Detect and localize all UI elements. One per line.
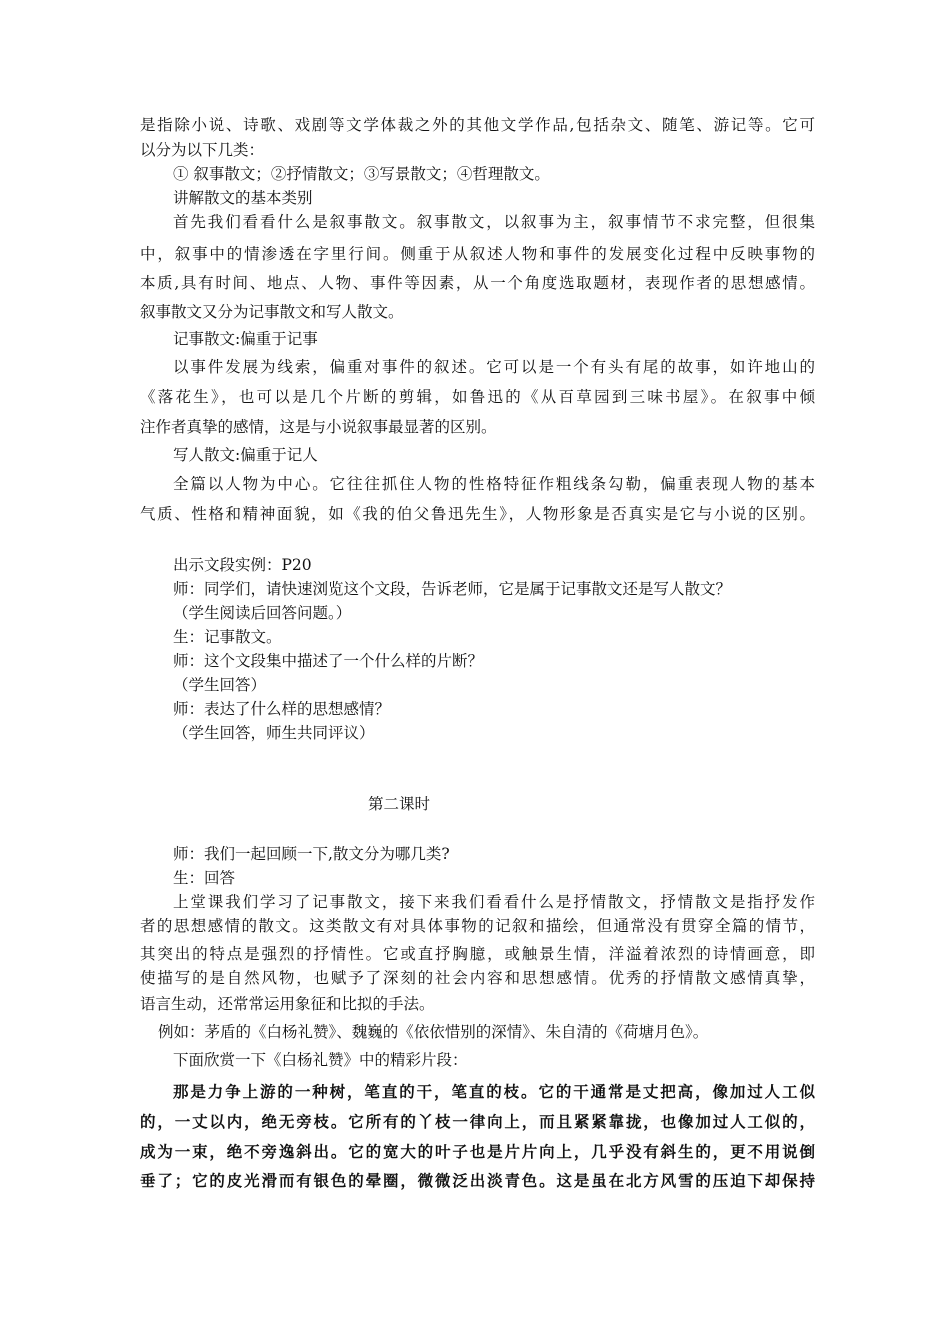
text-line: 以分为以下几类： [140,141,265,159]
heading: 讲解散文的基本类别 [173,189,313,207]
text-line: 下面欣赏一下《白杨礼赞》中的精彩片段： [173,1051,468,1069]
text-line: 者的思想感情的散文。这类散文有对具体事物的记叙和描绘，但通常没有贯穿全篇的情节， [140,917,815,935]
heading: 记事散文:偏重于记事 [173,330,318,348]
text-line: 以事件发展为线索，偏重对事件的叙述。它可以是一个有头有尾的故事，如许地山的 [173,358,815,376]
text-line: 师：这个文段集中描述了一个什么样的片断？ [173,652,484,670]
text-line: 师：同学们，请快速浏览这个文段，告诉老师，它是属于记事散文还是写人散文？ [173,580,732,598]
text-line: 其突出的特点是强烈的抒情性。它或直抒胸臆，或触景生情，洋溢着浓烈的诗情画意，即 [140,945,815,963]
quote-line: 成为一束，绝不旁逸斜出。它的宽大的叶子也是片片向上，几乎没有斜生的，更不用说倒 [140,1143,815,1161]
text-line: 气质、性格和精神面貌，如《我的伯父鲁迅先生》，人物形象是否真实是它与小说的区别。 [140,505,815,523]
text-line: 首先我们看看什么是叙事散文。叙事散文，以叙事为主，叙事情节不求完整，但很集 [173,213,815,231]
text-line: 例如：茅盾的《白杨礼赞》、魏巍的《依依惜别的深情》、朱自清的《荷塘月色》。 [158,1023,709,1041]
text-line: （学生阅读后回答问题。） [173,604,352,622]
text-line: 是指除小说、诗歌、戏剧等文学体裁之外的其他文学作品,包括杂文、随笔、游记等。它可 [140,116,815,134]
text-line: （学生回答，师生共同评议） [173,724,375,742]
text-line: 出示文段实例：P20 [173,556,312,574]
text-line: 师：我们一起回顾一下,散文分为哪几类? [173,845,450,863]
text-line: 全篇以人物为中心。它往往抓住人物的性格特征作粗线条勾勒，偏重表现人物的基本 [173,475,815,493]
quote-line: 那是力争上游的一种树，笔直的干，笔直的枝。它的干通常是丈把高，像加过人工似 [173,1083,815,1101]
heading: 写人散文:偏重于记人 [173,446,318,464]
text-line: 中，叙事中的情渗透在字里行间。侧重于从叙述人物和事件的发展变化过程中反映事物的 [140,245,815,263]
text-line: 语言生动，还常常运用象征和比拟的手法。 [140,995,435,1013]
text-line: 生：记事散文。 [173,628,282,646]
text-line: 生：回答 [173,869,236,887]
quote-line: 的，一丈以内，绝无旁枝。它所有的丫枝一律向上，而且紧紧靠拢，也像加过人工似的， [140,1113,815,1131]
text-line: （学生回答） [173,676,267,694]
text-line: 使描写的是自然风物，也赋予了深刻的社会内容和思想感情。优秀的抒情散文感情真挚， [140,969,815,987]
text-line: 师：表达了什么样的思想感情？ [173,700,391,718]
text-line: 《落花生》，也可以是几个片断的剪辑，如鲁迅的《从百草园到三味书屋》。在叙事中倾 [140,388,815,406]
text-line: 叙事散文又分为记事散文和写人散文。 [140,303,404,321]
text-line: 上堂课我们学习了记事散文，接下来我们看看什么是抒情散文，抒情散文是指抒发作 [173,893,815,911]
text-line: 本质,具有时间、地点、人物、事件等因素，从一个角度选取题材，表现作者的思想感情。 [140,274,815,292]
text-line: 注作者真挚的感情，这是与小说叙事最显著的区别。 [140,418,497,436]
section-title: 第二课时 [368,795,431,813]
text-line: ① 叙事散文；②抒情散文；③写景散文；④哲理散文。 [173,165,550,183]
quote-line: 垂了；它的皮光滑而有银色的晕圈，微微泛出淡青色。这是虽在北方风雪的压迫下却保持 [140,1172,815,1190]
